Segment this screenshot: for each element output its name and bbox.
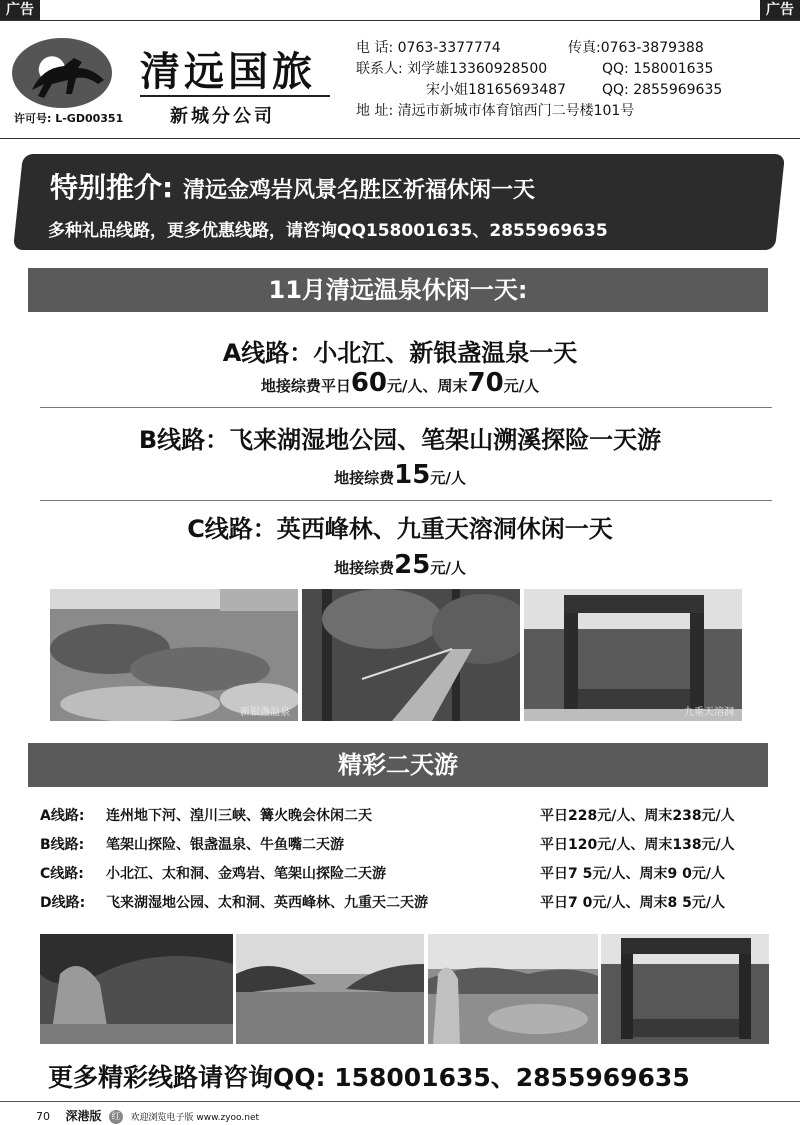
route-a-price <box>0 368 800 398</box>
photo-stone-forest <box>428 934 598 1044</box>
footer-rule <box>0 1101 800 1102</box>
website-note: 欢迎浏览电子版 www.zyoo.net <box>130 1113 260 1123</box>
page-number: 70 <box>36 1110 50 1123</box>
contact-person-1: 联系人: 刘学雄13360928500 <box>356 61 548 77</box>
list-item <box>40 802 780 831</box>
route-divider-2 <box>40 500 772 501</box>
fax-label: 传真: <box>568 40 601 56</box>
header-divider <box>0 138 800 139</box>
brand-underline <box>140 95 330 97</box>
promo-title-text: 清远金鸡岩风景名胜区祈福休闲一天 <box>182 178 535 203</box>
two-day-route-desc: 飞来湖湿地公园、太和洞、英西峰林、九重天二天游 <box>106 895 428 911</box>
two-day-route-desc: 笔架山探险、银盏温泉、牛鱼嘴二天游 <box>106 837 344 853</box>
photo-scenic-gate <box>601 934 769 1044</box>
phone-number: 0763-3377774 <box>397 40 501 56</box>
two-day-route-label: D线路: <box>40 895 86 911</box>
route-b-price-prefix: 地接综费 <box>334 469 395 487</box>
route-b-unit: 元/人 <box>430 469 466 487</box>
phone-label: 电 话: <box>356 40 394 56</box>
contact-block <box>356 38 723 122</box>
promo-subtitle: 多种礼品线路，更多优惠线路，请咨询QQ158001635、2855969635 <box>48 221 608 241</box>
promo-title <box>50 166 535 206</box>
photo-caption-hot-spring: 新银盏温泉 <box>240 707 290 718</box>
two-day-section-bar: 精彩二天游 <box>28 743 768 787</box>
route-c-price-prefix: 地接综费 <box>334 559 395 577</box>
photo-river-gorge <box>236 934 424 1044</box>
photo-hot-spring <box>50 589 298 721</box>
license-number: 许可号: L-GD00351 <box>14 112 124 125</box>
hot-spring-section-bar: 11月清远温泉休闲一天: <box>28 268 768 312</box>
route-a-unit-2: 元/人 <box>503 377 540 395</box>
route-c-price-value: 25 <box>394 550 431 580</box>
route-a-title: A线路：小北江、新银盏温泉一天 <box>222 339 578 367</box>
promo-title-label: 特别推介: <box>50 171 174 204</box>
list-item <box>40 860 780 889</box>
two-day-route-label: B线路: <box>40 837 85 853</box>
list-item <box>40 889 780 918</box>
qq-2: QQ: 2855969635 <box>602 82 723 98</box>
route-a-unit-1: 元/人、周末 <box>387 377 468 395</box>
two-day-route-price: 平日7 0元/人、周末8 5元/人 <box>540 895 725 911</box>
two-day-route-label: C线路: <box>40 866 84 882</box>
route-c-title: C线路：英西峰林、九重天溶洞休闲一天 <box>187 515 613 543</box>
branch-name: 新城分公司 <box>170 106 275 127</box>
list-item <box>40 831 780 860</box>
route-a-price-weekend: 70 <box>467 368 504 398</box>
brand-name: 清远国旅 <box>140 48 316 95</box>
route-a-price-weekday: 60 <box>350 368 388 398</box>
photo-caption-cave: 九重天溶洞 <box>684 707 734 718</box>
page-footer <box>36 1107 259 1124</box>
two-day-route-price: 平日228元/人、周末238元/人 <box>540 808 735 824</box>
two-day-route-price: 平日7 5元/人、周末9 0元/人 <box>540 866 725 882</box>
edition-badge-icon: 红 <box>109 1110 123 1124</box>
two-day-route-price: 平日120元/人、周末138元/人 <box>540 837 735 853</box>
address: 地 址: 清远市新城市体育馆西门二号楼101号 <box>356 103 635 119</box>
contact-person-2: 宋小姐18165693487 <box>426 82 566 98</box>
photo-cave-gate <box>524 589 742 721</box>
route-b-price-value: 15 <box>394 460 431 490</box>
ad-tag-left: 广告 <box>0 0 40 20</box>
two-day-route-desc: 小北江、太和洞、金鸡岩、笔架山探险二天游 <box>106 866 386 882</box>
edition-name: 深港版 <box>65 1109 102 1123</box>
photo-forest-trail <box>302 589 520 721</box>
top-rule <box>0 20 800 21</box>
two-day-route-desc: 连州地下河、湟川三峡、篝火晚会休闲二天 <box>106 808 372 824</box>
route-b-title: B线路：飞来湖湿地公园、笔架山溯溪探险一天游 <box>138 426 662 454</box>
horse-logo-icon <box>12 38 112 108</box>
route-c-price <box>0 550 800 580</box>
two-day-route-list <box>40 802 780 918</box>
route-a-price-prefix: 地接综费平日 <box>260 377 351 395</box>
route-c-unit: 元/人 <box>430 559 466 577</box>
photo-rock-cave <box>40 934 233 1044</box>
fax-number: 0763-3879388 <box>600 40 704 56</box>
route-b-price <box>0 460 800 490</box>
qq-1: QQ: 158001635 <box>602 61 714 77</box>
two-day-route-label: A线路: <box>40 808 85 824</box>
ad-tag-right: 广告 <box>760 0 800 20</box>
route-divider-1 <box>40 407 772 408</box>
footer-qq-contact: 更多精彩线路请咨询QQ: 158001635、2855969635 <box>48 1063 690 1092</box>
